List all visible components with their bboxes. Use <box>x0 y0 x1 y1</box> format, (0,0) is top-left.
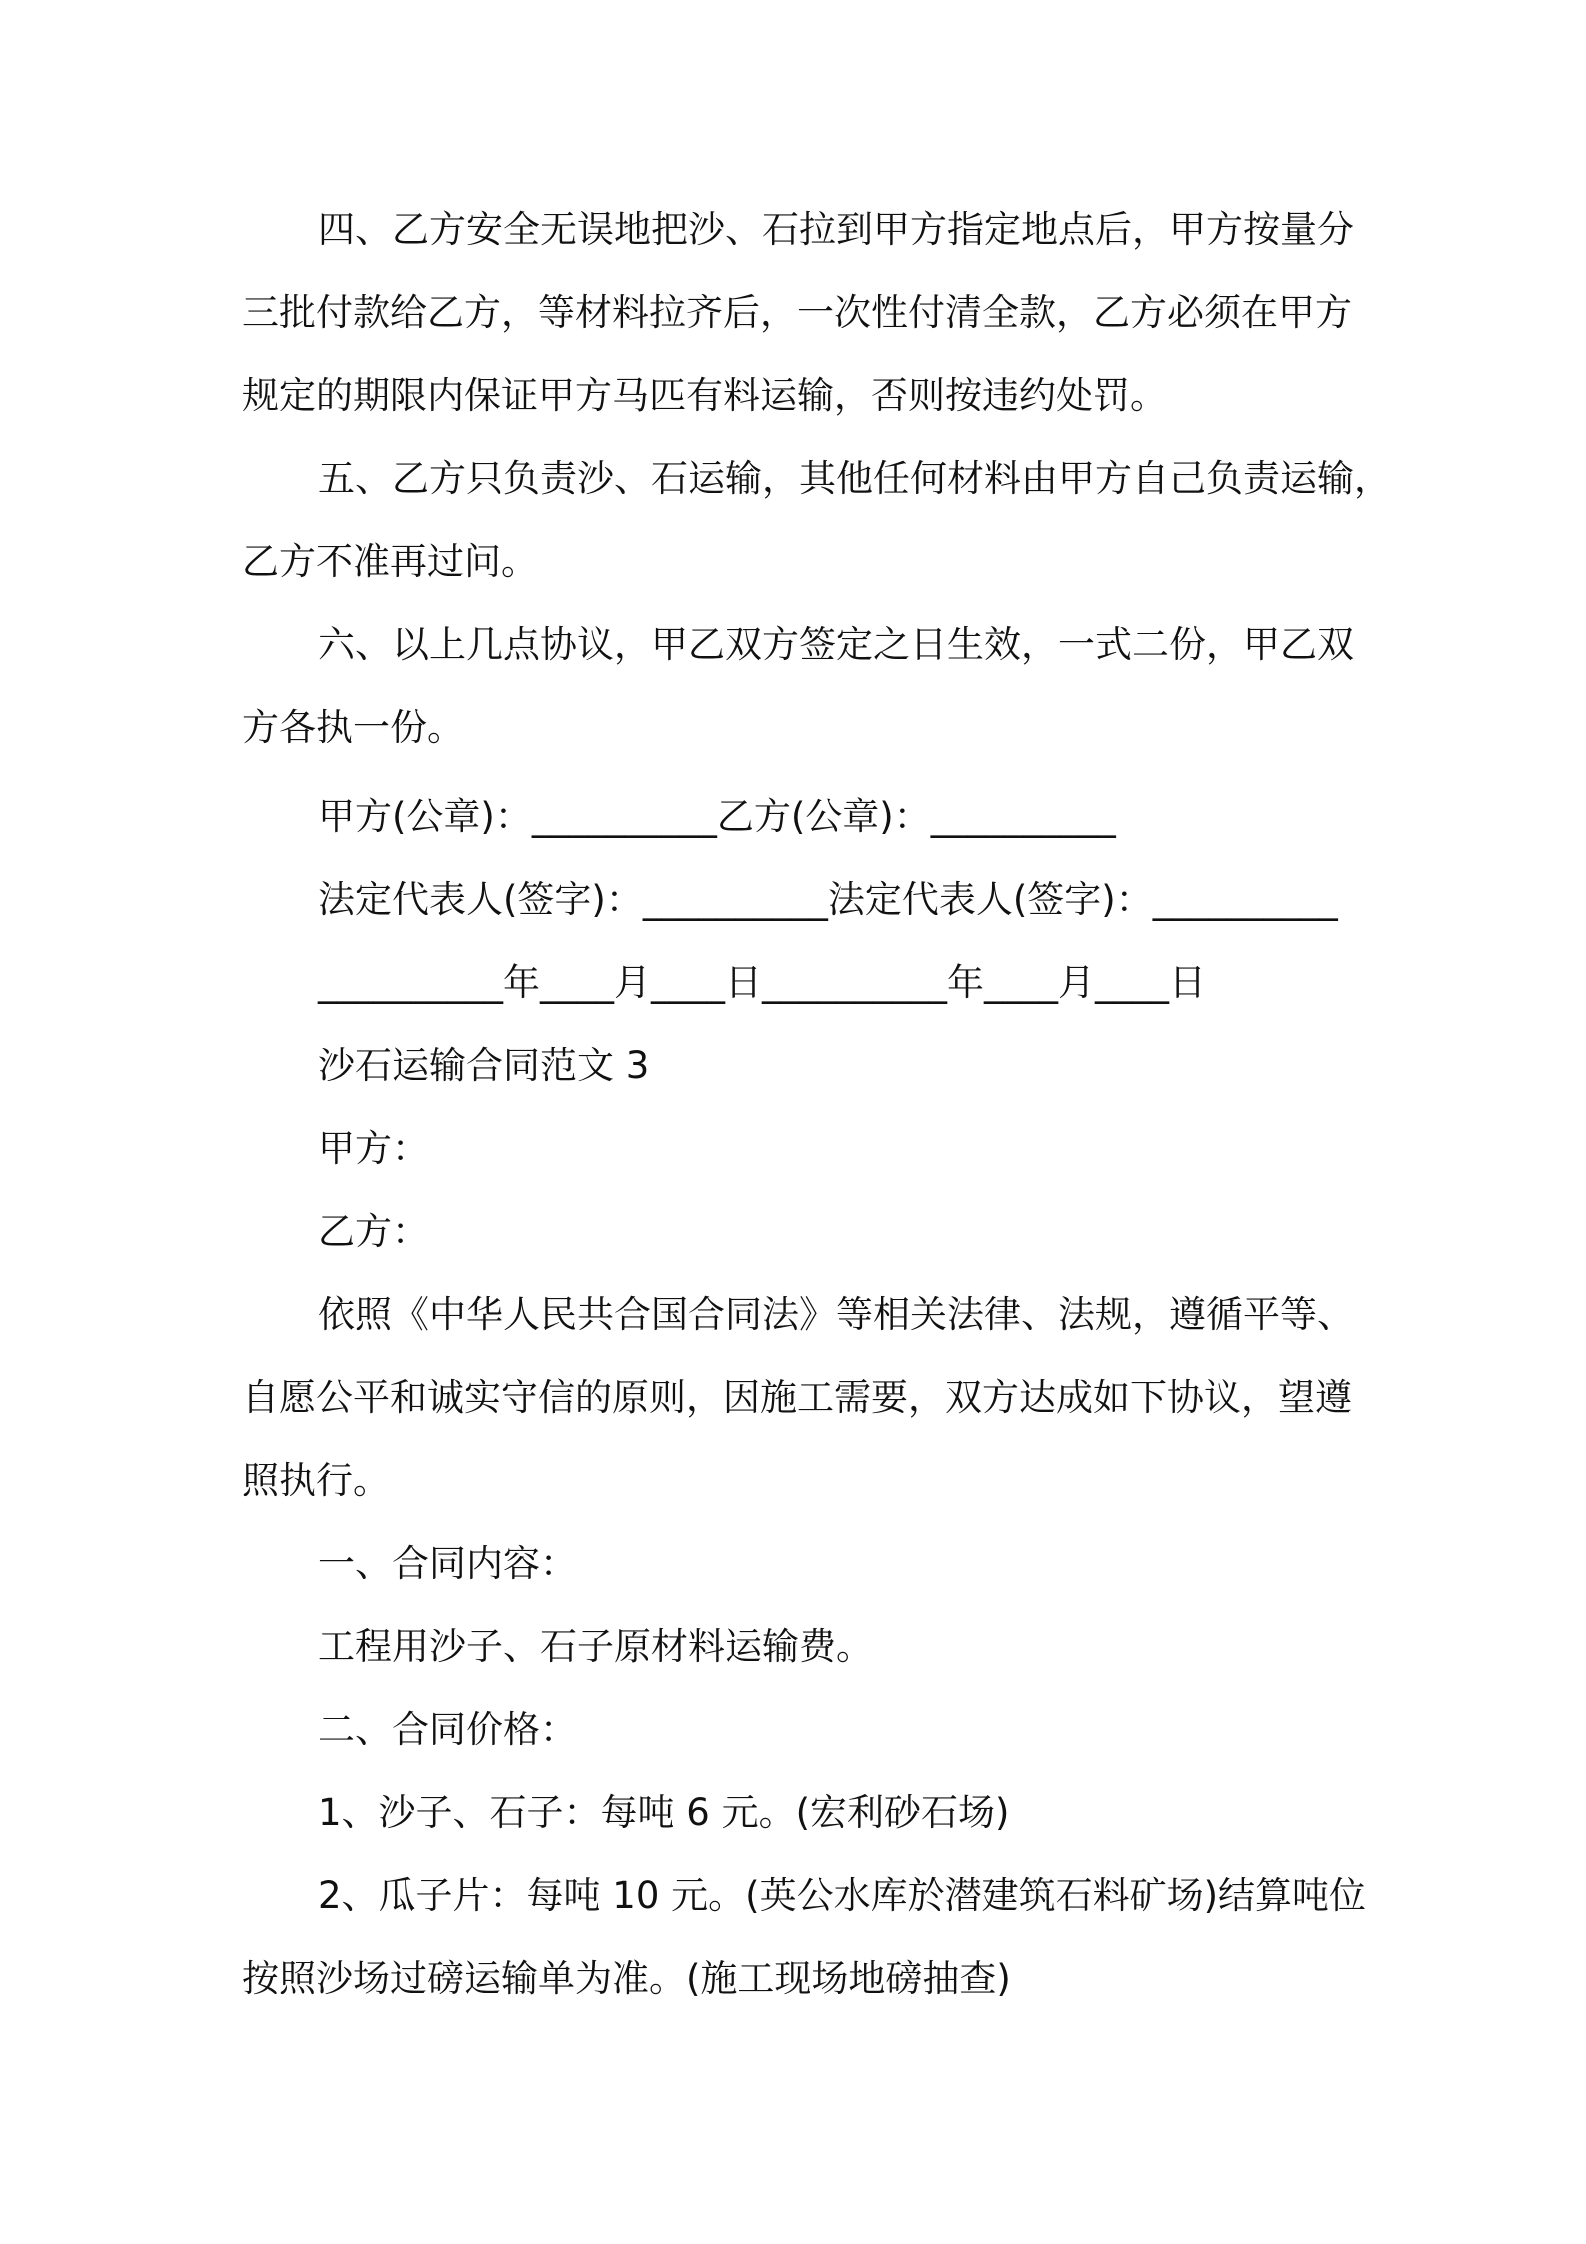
clause-4-line-3: 规定的期限内保证甲方马匹有料运输，否则按违约处罚。 <box>242 374 1167 417</box>
signature-seal-line: 甲方(公章)：__________乙方(公章)：__________ <box>318 795 1116 838</box>
clause-5-line-1: 五、乙方只负责沙、石运输，其他任何材料由甲方自己负责运输， <box>318 457 1391 500</box>
clause-5-line-2: 乙方不准再过问。 <box>242 540 538 583</box>
price-item-1: 1、沙子、石子：每吨 6 元。(宏利砂石场) <box>318 1791 1010 1834</box>
clause-6-line-1: 六、以上几点协议，甲乙双方签定之日生效，一式二份，甲乙双 <box>318 623 1354 666</box>
intro-line-3: 照执行。 <box>242 1459 390 1502</box>
intro-line-2: 自愿公平和诚实守信的原则，因施工需要，双方达成如下协议，望遵 <box>242 1376 1352 1419</box>
signature-date-line: __________年____月____日__________年____月____日 <box>318 961 1206 1004</box>
heading-contract-price: 二、合同价格： <box>318 1708 577 1751</box>
heading-contract-content: 一、合同内容： <box>318 1542 577 1585</box>
signature-representative-line: 法定代表人(签字)：__________法定代表人(签字)：__________ <box>318 878 1338 921</box>
clause-4-line-1: 四、乙方安全无误地把沙、石拉到甲方指定地点后，甲方按量分 <box>318 208 1354 251</box>
party-b-label: 乙方： <box>318 1210 429 1253</box>
clause-6-line-2: 方各执一份。 <box>242 706 464 749</box>
party-a-label: 甲方： <box>318 1127 429 1170</box>
price-item-2-line-1: 2、瓜子片：每吨 10 元。(英公水库於潜建筑石料矿场)结算吨位 <box>318 1874 1367 1917</box>
contract-content-text: 工程用沙子、石子原材料运输费。 <box>318 1625 873 1668</box>
price-item-2-line-2: 按照沙场过磅运输单为准。(施工现场地磅抽查) <box>242 1957 1011 2000</box>
clause-4-line-2: 三批付款给乙方，等材料拉齐后，一次性付清全款，乙方必须在甲方 <box>242 291 1352 334</box>
section-title: 沙石运输合同范文 3 <box>318 1044 650 1087</box>
intro-line-1: 依照《中华人民共合国合同法》等相关法律、法规，遵循平等、 <box>318 1293 1354 1336</box>
